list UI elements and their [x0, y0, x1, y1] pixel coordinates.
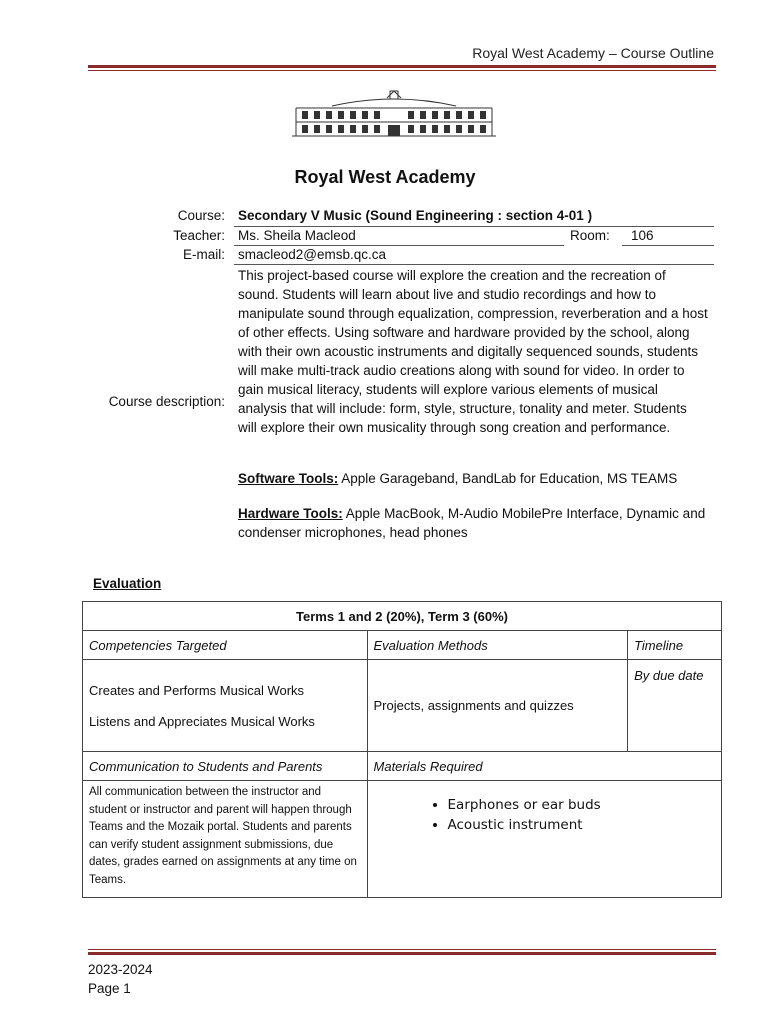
communication-cell: All communication between the instructor and student or instructor and parent will happen through Teams and the Mozaik portal. Students and parents can verify student assignment submissions, due dates, grades earned on assignments at any time on Teams. — [83, 781, 368, 898]
email-value: smacleod2@emsb.qc.ca — [238, 247, 387, 262]
evaluation-heading: Evaluation — [93, 576, 162, 591]
timeline-cell: By due date — [628, 660, 722, 752]
materials-header: Materials Required — [367, 752, 721, 781]
email-underline — [234, 264, 714, 265]
terms-weighting: Terms 1 and 2 (20%), Term 3 (60%) — [83, 602, 722, 631]
footer — [88, 960, 153, 998]
email-label: E-mail: — [182, 247, 225, 262]
course-label: Course: — [177, 208, 225, 223]
timeline-header: Timeline — [628, 631, 722, 660]
course-description: This project-based course will explore the creation and the recreation of sound. Students will learn about live and studio recordings and how to manipulate sound through equalization, compression, reverberation and a host of other effects. Using software and hardware provided by the school, along with their own acoustic instruments and digitally sequenced sounds, students will make multi-track audio creations along with sound for video. In order to gain musical literacy, students will explore various elements of musical analysis that will include: form, style, structure, tonality and meter. Students will explore their own musicality through song creation and performance. — [238, 268, 708, 435]
methods-header: Evaluation Methods — [367, 631, 628, 660]
hardware-tools — [238, 504, 708, 542]
teacher-value: Ms. Sheila Macleod — [238, 228, 356, 243]
competencies-header: Competencies Targeted — [83, 631, 368, 660]
header-rule-thin — [88, 70, 716, 71]
list-item: • Acoustic instrument — [448, 815, 715, 835]
software-tools-label: Software Tools: — [238, 471, 339, 486]
teacher-underline — [234, 245, 564, 246]
hardware-tools-value: Apple MacBook, M-Audio MobilePre Interface, Dynamic and condenser microphones, head phones — [238, 506, 706, 540]
description-label: Course description: — [108, 394, 225, 409]
room-underline — [622, 245, 714, 246]
footer-year: 2023-2024 — [88, 962, 153, 977]
teacher-label: Teacher: — [173, 228, 225, 243]
header-rule-thick — [88, 65, 716, 68]
materials-cell — [367, 781, 721, 898]
hardware-tools-label: Hardware Tools: — [238, 506, 343, 521]
evaluation-table — [82, 601, 722, 898]
school-building-logo — [292, 88, 496, 140]
software-tools-value: Apple Garageband, BandLab for Education, MS TEAMS — [338, 471, 678, 486]
footer-rule-thin — [88, 949, 716, 950]
school-title: Royal West Academy — [294, 167, 476, 187]
room-label: Room: — [570, 228, 610, 243]
competency-item: Creates and Performs Musical Works — [89, 682, 305, 698]
running-header: Royal West Academy – Course Outline — [472, 45, 714, 61]
software-tools — [238, 469, 708, 488]
methods-cell: Projects, assignments and quizzes — [367, 660, 628, 752]
room-value: 106 — [631, 228, 654, 243]
course-value: Secondary V Music (Sound Engineering : section 4-01 ) — [238, 208, 593, 223]
footer-rule-thick — [88, 952, 716, 955]
course-underline — [234, 226, 714, 227]
communication-header: Communication to Students and Parents — [83, 752, 368, 781]
competencies-cell — [83, 660, 368, 752]
page-number: Page 1 — [88, 981, 131, 996]
materials-list — [374, 795, 715, 835]
list-item: • Earphones or ear buds — [448, 795, 715, 815]
competency-item: Listens and Appreciates Musical Works — [89, 713, 315, 729]
